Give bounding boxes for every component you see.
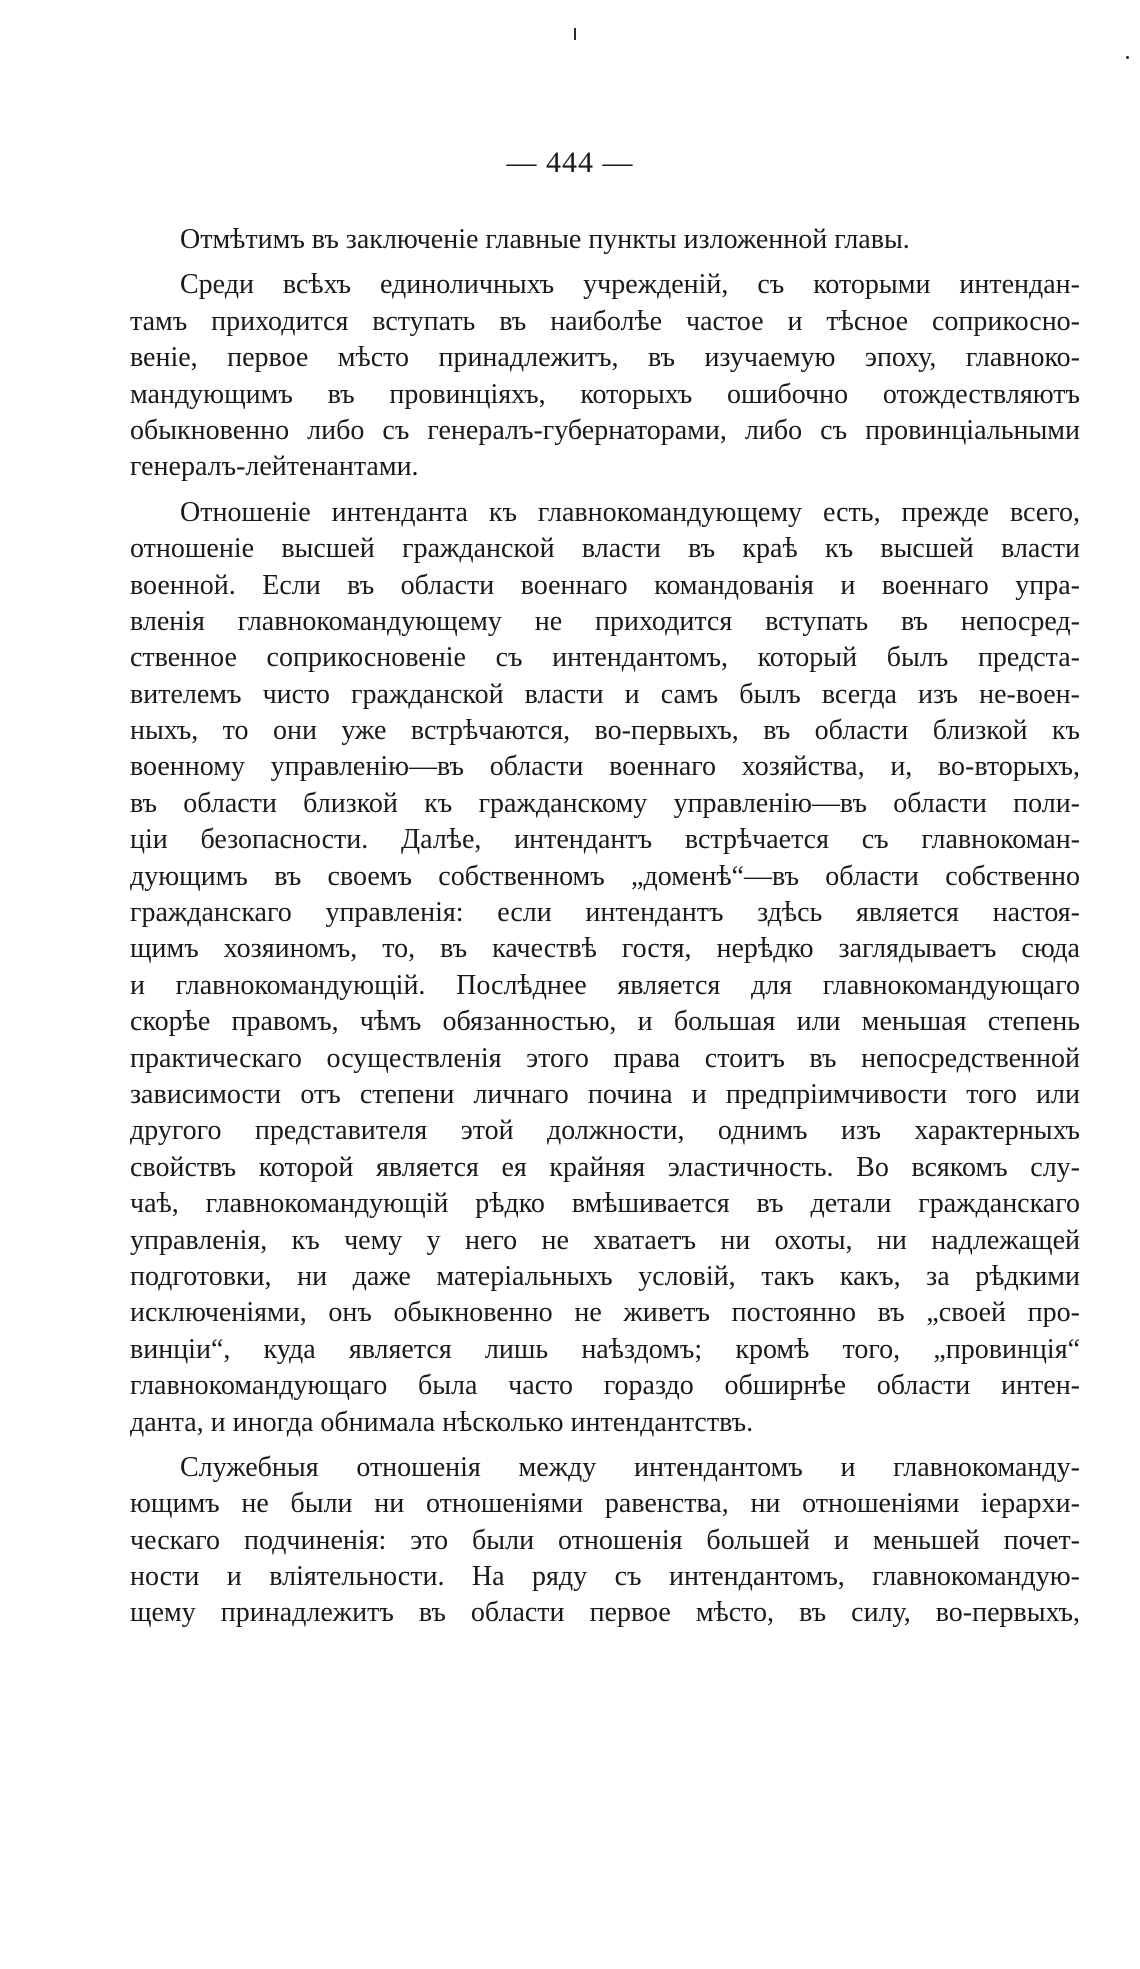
text-line: ственное соприкосновеніе съ интендантомъ, который былъ предста- [130, 642, 1080, 674]
paragraph-gap [130, 486, 1080, 495]
text-line: дующимъ въ своемъ собственномъ „доменѣ“—въ области собственно [130, 860, 1080, 892]
text-line: другого представителя этой должности, однимъ изъ характерныхъ [130, 1115, 1080, 1147]
paragraph-commanders [130, 267, 1080, 485]
text-line: скорѣе правомъ, чѣмъ обязанностью, и большая или меньшая степень [130, 1006, 1080, 1038]
text-line: ческаго подчиненія: это были отношенія большей и меньшей почет- [130, 1524, 1080, 1556]
text-body [130, 222, 1080, 1632]
text-line: вленія главнокомандующему не приходится вступать въ непосред- [130, 605, 1080, 637]
text-line: данта, и иногда обнимала нѣсколько интендантствъ. [130, 1406, 754, 1438]
text-line: щему принадлежитъ въ области первое мѣсто, въ силу, во-первыхъ, [130, 1597, 1080, 1629]
text-line: зависимости отъ степени личнаго почина и предпріимчивости того или [130, 1078, 1080, 1110]
scan-speck-right [1126, 56, 1129, 59]
text-line: ціи безопасности. Далѣе, интендантъ встрѣчается съ главнокоман- [130, 824, 1080, 856]
text-line: ющимъ не были ни отношеніями равенства, ни отношеніями іерархи- [130, 1488, 1080, 1520]
text-line: Отношеніе интенданта къ главнокомандующему есть, прежде всего, [180, 496, 1080, 528]
text-line: главнокомандующаго была часто гораздо обширнѣе области интен- [130, 1370, 1080, 1402]
text-line: ныхъ, то они уже встрѣчаются, во-первыхъ, въ области близкой къ [130, 715, 1080, 747]
text-line: подготовки, ни даже матеріальныхъ условій, такъ какъ, за рѣдкими [130, 1260, 1080, 1292]
text-line: обыкновенно либо съ генералъ-губернаторами, либо съ провинціальными [130, 414, 1080, 446]
text-line: Служебныя отношенія между интендантомъ и главнокоманду- [180, 1451, 1080, 1483]
text-line: Среди всѣхъ единоличныхъ учрежденій, съ которыми интендан- [180, 269, 1080, 301]
text-line: военному управленію—въ области военнаго хозяйства, и, во-вторыхъ, [130, 751, 1080, 783]
text-line: генералъ-лейтенантами. [130, 451, 419, 483]
text-line: въ области близкой къ гражданскому управленію—въ области поли- [130, 787, 1080, 819]
text-line: веніе, первое мѣсто принадлежитъ, въ изучаемую эпоху, главноко- [130, 342, 1080, 374]
paragraph-summary-intro [130, 222, 1080, 258]
text-line: мандующимъ въ провинціяхъ, которыхъ ошибочно отождествляютъ [130, 378, 1080, 410]
text-line: военной. Если въ области военнаго командованія и военнаго упра- [130, 569, 1080, 601]
page-number: — 444 — [506, 146, 634, 179]
paragraph-service-relations [130, 1450, 1080, 1632]
text-line: чаѣ, главнокомандующій рѣдко вмѣшивается въ детали гражданскаго [130, 1188, 1080, 1220]
text-line: исключеніями, онъ обыкновенно не живетъ постоянно въ „своей про- [130, 1297, 1080, 1329]
paragraph-gap [130, 1441, 1080, 1450]
text-line: ности и вліятельности. На ряду съ интендантомъ, главнокомандую- [130, 1561, 1080, 1593]
text-line: и главнокомандующій. Послѣднее является для главнокомандующаго [130, 969, 1080, 1001]
text-line: практическаго осуществленія этого права стоитъ въ непосредственной [130, 1042, 1080, 1074]
paragraph-gap [130, 258, 1080, 267]
text-line: отношеніе высшей гражданской власти въ краѣ къ высшей власти [130, 533, 1080, 565]
text-line: щимъ хозяиномъ, то, въ качествѣ гостя, нерѣдко заглядываетъ сюда [130, 933, 1080, 965]
text-line: тамъ приходится вступать въ наиболѣе частое и тѣсное соприкосно- [130, 305, 1080, 337]
text-line: управленія, къ чему у него не хватаетъ ни охоты, ни надлежащей [130, 1224, 1080, 1256]
paragraph-relations [130, 495, 1080, 1441]
scan-speck-top [574, 28, 576, 40]
text-line: винціи“, куда является лишь наѣздомъ; кромѣ того, „провинція“ [130, 1333, 1080, 1365]
text-line: вителемъ чисто гражданской власти и самъ былъ всегда изъ не-воен- [130, 678, 1080, 710]
text-line: свойствъ которой является ея крайняя эластичность. Во всякомъ слу- [130, 1151, 1080, 1183]
text-line: Отмѣтимъ въ заключеніе главные пункты изложенной главы. [180, 224, 910, 255]
text-line: гражданскаго управленія: если интендантъ здѣсь является настоя- [130, 897, 1080, 929]
